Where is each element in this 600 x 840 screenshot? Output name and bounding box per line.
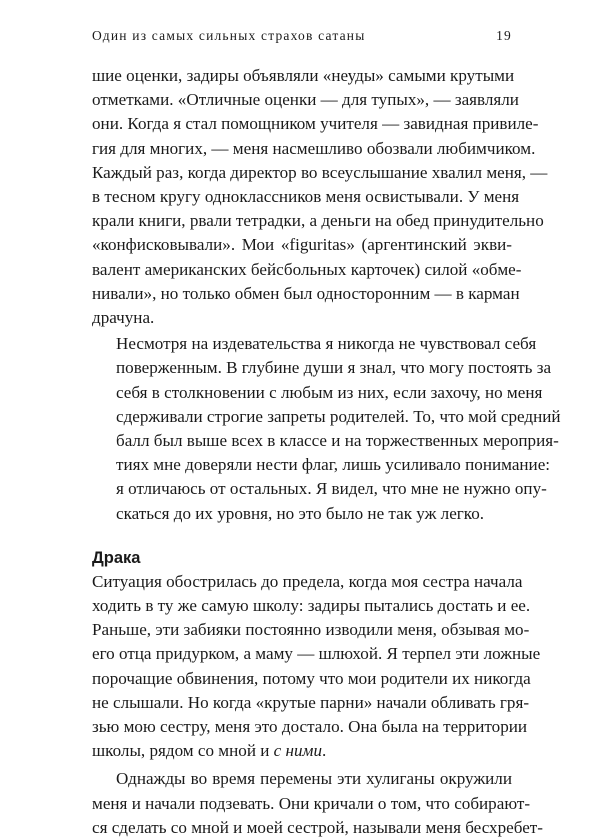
text-line: нивали», но только обмен был односторонним — в карман (92, 283, 520, 303)
text-line: его отца придурком, а маму — шлюхой. Я терпел эти ложные (92, 644, 541, 664)
text-line: шие оценки, задиры объявляли «неуды» самыми крутыми (92, 66, 515, 85)
running-header (92, 28, 512, 44)
text-line: себя в столкновении с любым из них, если захочу, но меня (116, 382, 543, 402)
text-line: Каждый раз, когда директор во всеуслышание хвалил меня, — (92, 162, 548, 182)
text-line (92, 739, 512, 763)
text-line: отметками. «Отличные оценки — для тупых», — заявляли (92, 90, 519, 110)
text-line: крали книги, рвали тетрадки, а деньги на обед принудительно (92, 211, 544, 231)
paragraph-3 (92, 570, 541, 764)
text-line: они. Когда я стал помощником учителя — завидная привиле- (92, 114, 539, 134)
text-line: гия для многих, — меня насмешливо обозвали любимчиком. (92, 138, 536, 158)
paragraph-2 (92, 332, 561, 526)
text-line-end: . (322, 741, 327, 761)
text-line: валент американских бейсбольных карточек) силой «обме- (92, 259, 522, 279)
text-line: я отличаюсь от остальных. Я видел, что мне не нужно опу- (116, 479, 547, 499)
text-line: Ситуация обострилась до предела, когда моя сестра начала (92, 571, 523, 591)
text-line: тиях мне доверяли нести флаг, лишь усиливало понимание: (116, 455, 551, 475)
text-line: Несмотря на издевательства я никогда не чувствовал себя (116, 334, 537, 354)
text-line: скаться до их уровня, но это было не так уж легко. (116, 503, 485, 523)
text-line: сдерживали строгие запреты родителей. То, что мой средний (116, 406, 561, 426)
page-body (92, 64, 561, 840)
text-line: балл был выше всех в классе и на торжественных мероприя- (116, 431, 559, 451)
text-line: ся сделать со мной и моей сестрой, называли меня бесхребет- (92, 817, 543, 837)
text-line: Однажды во время перемены эти хулиганы окружили (116, 769, 512, 789)
paragraph-4 (92, 767, 543, 840)
running-title: Один из самых сильных страхов сатаны (92, 28, 366, 43)
text-line: ходить в ту же самую школу: задиры пытались достать и ее. (92, 596, 531, 616)
text-line: Раньше, эти забияки постоянно изводили меня, обзывая мо- (92, 620, 530, 640)
text-line: не слышали. Но когда «крутые парни» начали обливать гря- (92, 692, 530, 712)
text-line: меня и начали подзевать. Они кричали о том, что собирают- (92, 793, 531, 813)
text-line: драчуна. (92, 308, 155, 328)
text-line: «конфисковывали». Мои «figuritas» (аргентинский экви- (92, 235, 512, 255)
text-line: зью мою сестру, меня это достало. Она была на территории (92, 717, 528, 737)
text-line: в тесном кругу одноклассников меня освистывали. У меня (92, 187, 520, 207)
page-number: 19 (496, 28, 512, 43)
text-line: порочащие обвинения, потому что мои родители их никогда (92, 668, 531, 688)
paragraph-1 (92, 64, 548, 330)
section-title: Драка (92, 548, 141, 567)
text-line-start: школы, рядом со мной и (92, 741, 274, 761)
italic-phrase: с ними (273, 741, 323, 761)
text-line: поверженным. В глубине души я знал, что могу постоять за (116, 358, 552, 378)
